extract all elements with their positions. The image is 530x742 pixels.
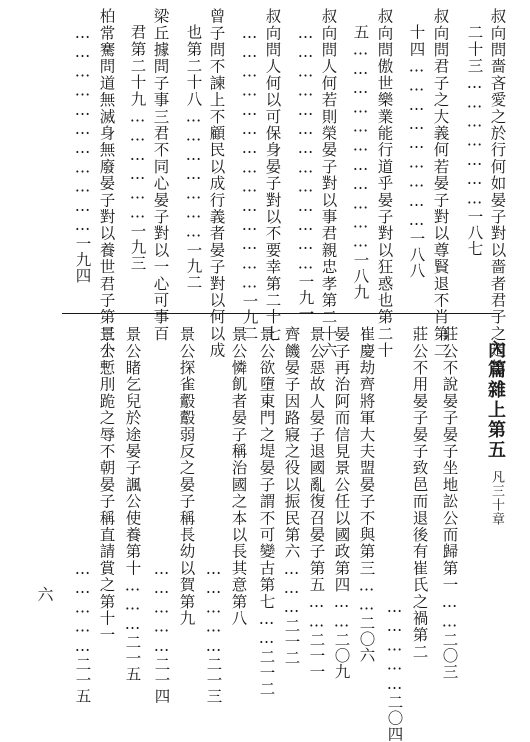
page-number: 二一一: [307, 631, 326, 680]
toc-entry-text: 崔慶劫齊將軍大夫盟晏子不與第三: [357, 326, 376, 577]
leader-dots: ……………: [204, 560, 223, 656]
leader-dots: ………………: [128, 107, 147, 223]
leader-dots: …………………: [184, 107, 203, 242]
page-number: 一八八: [407, 230, 426, 279]
page-number: 一八九: [351, 251, 370, 300]
leader-dots: ……………: [152, 560, 171, 656]
toc-entry-continuation: [205, 560, 221, 704]
toc-entry: [432, 8, 448, 359]
toc-entry-text: 景公慙刖跪之辱不朝晏子稱直請賞之第十一: [97, 326, 116, 644]
leader-dots: ………………………: [407, 57, 426, 231]
toc-entry-text: 景公惡故人晏子退國亂復召晏子第五: [307, 326, 326, 594]
page-number: 二一四: [152, 656, 171, 704]
page-number: 一九一: [296, 273, 315, 322]
leader-dots: ……………………………: [73, 24, 92, 236]
page-number: 一九三: [128, 222, 147, 271]
page-number: 二〇九: [332, 631, 351, 680]
toc-entry-text: 莊公不說晏子晏子坐地訟公而歸第一: [440, 326, 459, 594]
toc-entry-text: 晏子再治阿而信見景公任以國政第四: [332, 326, 351, 594]
toc-entry: [230, 326, 246, 627]
page-number: 一九四: [73, 235, 92, 284]
section-divider: [62, 313, 500, 314]
page-number: 一九二: [184, 241, 203, 290]
leader-dots: ……………: [73, 560, 92, 656]
leader-dots: ………: [282, 559, 301, 618]
toc-entry-text: 曾子問不諫上不顧民以成行義者晏子對以何以成: [207, 8, 226, 359]
toc-entry-continuation: [185, 24, 201, 290]
leader-dots: …………………: [465, 74, 484, 209]
toc-entry-continuation: [466, 24, 482, 257]
toc-entry-text: 十四: [407, 24, 426, 58]
toc-entry-continuation: [74, 560, 90, 704]
toc-entry-continuation: [241, 24, 257, 341]
page-number: 二〇三: [440, 631, 459, 680]
toc-entry-text: 也第二十八: [184, 24, 203, 108]
toc-entry-continuation: [352, 24, 368, 300]
toc-entry: [489, 8, 505, 375]
leader-dots: ……………………………………: [240, 24, 259, 293]
toc-entry: [124, 326, 140, 682]
toc-entry-text: 柏常騫問道無滅身無廢晏子對以養世君子第三十: [97, 8, 116, 359]
toc-entry: [98, 326, 114, 643]
toc-entry: [320, 8, 336, 359]
toc-entry-text: 叔向問人何以可保身晏子對以不要幸第二十七: [263, 8, 282, 342]
page-number: 二〇四: [385, 694, 404, 742]
toc-entry: [283, 326, 299, 665]
toc-entry-continuation: [297, 24, 313, 322]
chapter-count: [490, 470, 503, 526]
toc-entry-continuation: [153, 560, 169, 704]
toc-entry: [411, 326, 427, 660]
toc-entry-continuation: [74, 24, 90, 283]
toc-entry-text: 景公欲墮東門之堤晏子謂不可變古第七: [257, 326, 276, 610]
leader-dots: ……: [307, 593, 326, 632]
page-number: 二〇六: [357, 614, 376, 663]
leader-dots: ……: [332, 593, 351, 632]
toc-entry-text: 叔向問君子之大義何若晏子對以尊賢退不肖第二: [431, 8, 450, 359]
page-number: 二一五: [123, 634, 142, 683]
toc-entry-text: 齊饑晏子因路寢之役以振民第六: [282, 326, 301, 560]
toc-entry-continuation: [408, 24, 424, 278]
toc-entry-text: 莊公不用晏子晏子致邑而退後有崔氏之禍第二: [410, 326, 429, 660]
toc-entry-text: 景公睹乞兒於途晏子諷公使養第十: [123, 326, 142, 577]
toc-entry-continuation: [386, 598, 402, 742]
toc-entry-text: 梁丘據問子事三君不同心晏子對以一心可事百: [151, 8, 170, 342]
toc-entry: [208, 8, 224, 359]
toc-entry: [152, 8, 168, 342]
leader-dots: …………………………………: [296, 24, 315, 274]
toc-entry-text: 叔向問人何若則榮晏子對以事君親忠孝第二十六: [319, 8, 338, 359]
leader-dots: ……: [257, 609, 276, 649]
toc-entry: [358, 326, 374, 663]
leader-dots: ………: [123, 576, 142, 635]
toc-entry: [178, 326, 194, 627]
chapter-title-text: 內篇雜上第五: [485, 340, 506, 460]
toc-entry: [264, 8, 280, 342]
chapter-count-text: 凡三十章: [489, 470, 504, 526]
folio-page-number: 六: [35, 586, 54, 602]
toc-entry-text: 君第二十九: [128, 24, 147, 108]
toc-entry: [258, 326, 274, 696]
toc-entry-text: 五: [351, 24, 370, 41]
leader-dots: ……: [357, 576, 376, 615]
leader-dots: ……: [440, 593, 459, 632]
page-number: 二一三: [204, 656, 223, 704]
page-number: 一九二: [240, 292, 259, 341]
toc-entry-text: 叔向問傲世樂業能行道乎晏子對以狂惑也第二十: [375, 8, 394, 359]
page-number: 二一二: [282, 617, 301, 666]
leader-dots: ……………………………: [351, 40, 370, 252]
page-number: 二一二: [257, 648, 276, 697]
toc-entry: [333, 326, 349, 680]
page-number: 一八七: [465, 208, 484, 257]
page-number: 二一五: [73, 656, 92, 704]
toc-entry-text: 景公探雀鷇鷇弱反之晏子稱長幼以賀第九: [177, 326, 196, 627]
toc-entry: [98, 8, 114, 359]
toc-entry: [308, 326, 324, 680]
toc-entry: [441, 326, 457, 680]
leader-dots: ……………: [385, 598, 404, 694]
toc-entry-text: 景公憐飢者晏子稱治國之本以長其意第八: [229, 326, 248, 627]
toc-entry-continuation: [129, 24, 145, 271]
toc-entry: [376, 8, 392, 359]
chapter-title: [486, 340, 504, 460]
toc-entry-text: 二十三: [465, 24, 484, 75]
toc-entry-text: 叔向問嗇吝愛之於行何如晏子對以嗇者君子之道第: [488, 8, 507, 376]
